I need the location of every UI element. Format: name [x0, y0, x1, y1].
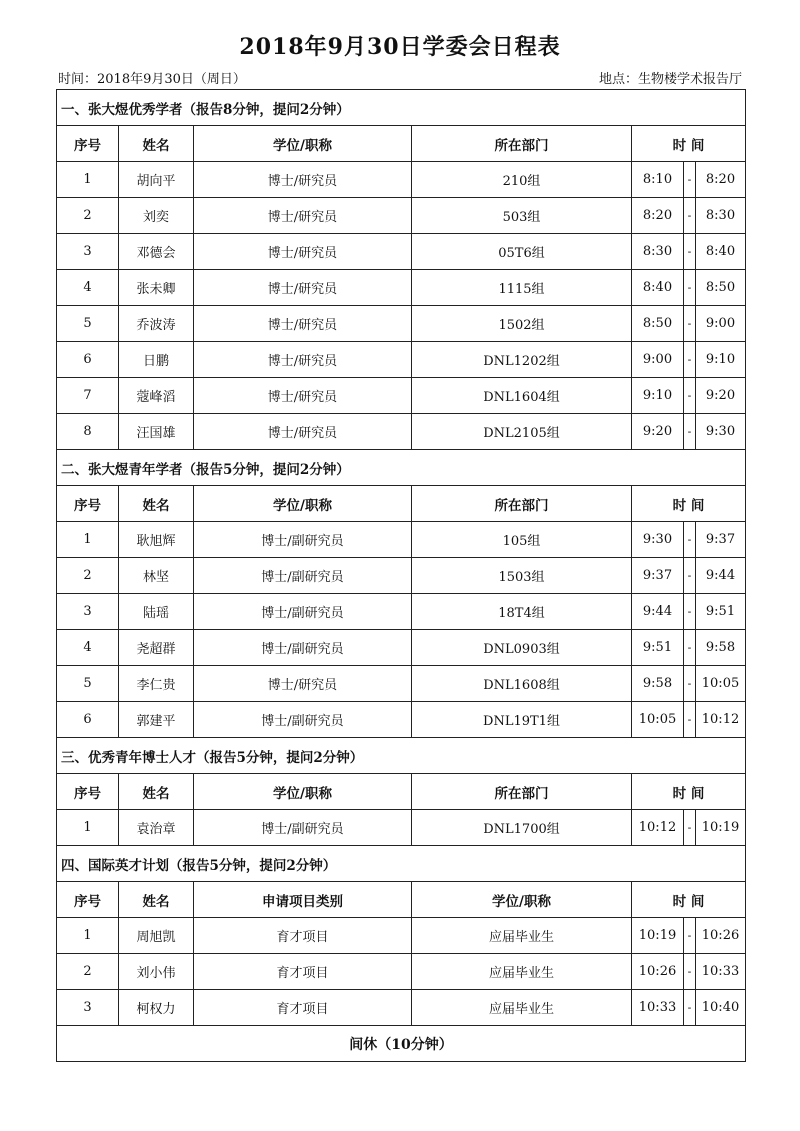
table-row — [57, 558, 746, 594]
row-number: 5 — [57, 666, 119, 702]
row-number: 3 — [57, 594, 119, 630]
row-col3: 博士/副研究员 — [194, 702, 412, 738]
row-name: 刘小伟 — [119, 954, 194, 990]
row-start-time: 8:50 — [632, 306, 684, 342]
row-col3: 博士/研究员 — [194, 270, 412, 306]
table-header-row — [57, 486, 746, 522]
row-number: 2 — [57, 954, 119, 990]
row-time-separator: - — [684, 378, 696, 414]
row-col3: 育才项目 — [194, 918, 412, 954]
row-col3: 育才项目 — [194, 954, 412, 990]
row-name: 刘奕 — [119, 198, 194, 234]
row-col3: 博士/研究员 — [194, 414, 412, 450]
row-time-separator: - — [684, 630, 696, 666]
row-start-time: 9:10 — [632, 378, 684, 414]
row-name: 陆瑶 — [119, 594, 194, 630]
table-row — [57, 522, 746, 558]
table-row — [57, 990, 746, 1026]
break-row — [57, 1026, 746, 1062]
section-heading-row — [57, 450, 746, 486]
row-col4: 应届毕业生 — [412, 918, 632, 954]
table-row — [57, 918, 746, 954]
row-col4: DNL1202组 — [412, 342, 632, 378]
row-name: 柯权力 — [119, 990, 194, 1026]
row-end-time: 10:40 — [696, 990, 746, 1026]
header-no: 序号 — [57, 486, 119, 522]
row-time-separator: - — [684, 702, 696, 738]
header-no: 序号 — [57, 774, 119, 810]
header-name: 姓名 — [119, 126, 194, 162]
row-col3: 博士/副研究员 — [194, 558, 412, 594]
row-number: 6 — [57, 342, 119, 378]
row-start-time: 9:58 — [632, 666, 684, 702]
row-col4: DNL0903组 — [412, 630, 632, 666]
row-end-time: 8:30 — [696, 198, 746, 234]
section-heading-row — [57, 846, 746, 882]
row-col4: 1115组 — [412, 270, 632, 306]
row-end-time: 8:20 — [696, 162, 746, 198]
row-name: 耿旭辉 — [119, 522, 194, 558]
row-end-time: 10:33 — [696, 954, 746, 990]
row-number: 3 — [57, 990, 119, 1026]
row-name: 蔻峰滔 — [119, 378, 194, 414]
row-name: 日鹏 — [119, 342, 194, 378]
header-col3: 学位/职称 — [194, 126, 412, 162]
row-time-separator: - — [684, 270, 696, 306]
table-row — [57, 198, 746, 234]
header-col3: 申请项目类别 — [194, 882, 412, 918]
row-col3: 博士/研究员 — [194, 666, 412, 702]
row-number: 6 — [57, 702, 119, 738]
page-title: 2018年9月30日学委会日程表 — [239, 34, 561, 60]
row-name: 汪国雄 — [119, 414, 194, 450]
row-col3: 博士/研究员 — [194, 342, 412, 378]
row-time-separator: - — [684, 306, 696, 342]
row-col4: 210组 — [412, 162, 632, 198]
row-number: 1 — [57, 918, 119, 954]
row-time-separator: - — [684, 522, 696, 558]
section-heading: 四、国际英才计划（报告5分钟，提问2分钟） — [57, 846, 746, 882]
row-end-time: 9:51 — [696, 594, 746, 630]
row-time-separator: - — [684, 162, 696, 198]
schedule-table — [56, 89, 746, 1062]
row-number: 7 — [57, 378, 119, 414]
section-heading: 三、优秀青年博士人才（报告5分钟，提问2分钟） — [57, 738, 746, 774]
row-name: 尧超群 — [119, 630, 194, 666]
row-col4: DNL2105组 — [412, 414, 632, 450]
row-name: 袁治章 — [119, 810, 194, 846]
row-end-time: 8:50 — [696, 270, 746, 306]
row-end-time: 10:05 — [696, 666, 746, 702]
row-number: 1 — [57, 522, 119, 558]
header-col3: 学位/职称 — [194, 486, 412, 522]
table-row — [57, 810, 746, 846]
section-heading-row — [57, 90, 746, 126]
row-name: 邓德会 — [119, 234, 194, 270]
row-col4: 1502组 — [412, 306, 632, 342]
table-header-row — [57, 882, 746, 918]
time-label: 时间：2018年9月30日（周日） — [58, 72, 246, 87]
header-time: 时 间 — [632, 126, 746, 162]
row-time-separator: - — [684, 342, 696, 378]
row-start-time: 9:51 — [632, 630, 684, 666]
row-col3: 育才项目 — [194, 990, 412, 1026]
row-col3: 博士/副研究员 — [194, 594, 412, 630]
header-no: 序号 — [57, 126, 119, 162]
row-start-time: 9:20 — [632, 414, 684, 450]
row-number: 3 — [57, 234, 119, 270]
row-end-time: 9:44 — [696, 558, 746, 594]
section-heading: 一、张大煜优秀学者（报告8分钟，提问2分钟） — [57, 90, 746, 126]
row-number: 4 — [57, 630, 119, 666]
header-name: 姓名 — [119, 774, 194, 810]
table-row — [57, 378, 746, 414]
table-header-row — [57, 126, 746, 162]
row-number: 4 — [57, 270, 119, 306]
row-time-separator: - — [684, 558, 696, 594]
row-col4: 应届毕业生 — [412, 990, 632, 1026]
row-end-time: 9:58 — [696, 630, 746, 666]
row-start-time: 10:26 — [632, 954, 684, 990]
table-row — [57, 414, 746, 450]
row-name: 林坚 — [119, 558, 194, 594]
row-name: 乔波涛 — [119, 306, 194, 342]
row-col4: DNL1700组 — [412, 810, 632, 846]
row-col4: 1503组 — [412, 558, 632, 594]
header-col4: 所在部门 — [412, 126, 632, 162]
row-start-time: 9:00 — [632, 342, 684, 378]
row-col3: 博士/研究员 — [194, 162, 412, 198]
row-col3: 博士/研究员 — [194, 198, 412, 234]
row-start-time: 9:44 — [632, 594, 684, 630]
row-col3: 博士/研究员 — [194, 378, 412, 414]
table-row — [57, 594, 746, 630]
row-name: 李仁贵 — [119, 666, 194, 702]
table-row — [57, 666, 746, 702]
header-time: 时 间 — [632, 486, 746, 522]
row-col4: DNL1608组 — [412, 666, 632, 702]
row-col3: 博士/副研究员 — [194, 630, 412, 666]
row-number: 8 — [57, 414, 119, 450]
row-col4: 503组 — [412, 198, 632, 234]
row-time-separator: - — [684, 666, 696, 702]
row-end-time: 10:26 — [696, 918, 746, 954]
table-row — [57, 306, 746, 342]
row-time-separator: - — [684, 198, 696, 234]
row-col3: 博士/副研究员 — [194, 522, 412, 558]
row-end-time: 9:10 — [696, 342, 746, 378]
row-col4: DNL19T1组 — [412, 702, 632, 738]
table-header-row — [57, 774, 746, 810]
row-time-separator: - — [684, 234, 696, 270]
row-time-separator: - — [684, 414, 696, 450]
break-label: 间休（10分钟） — [57, 1026, 746, 1062]
row-name: 张未卿 — [119, 270, 194, 306]
row-end-time: 8:40 — [696, 234, 746, 270]
row-end-time: 10:19 — [696, 810, 746, 846]
location-label: 地点：生物楼学术报告厅 — [598, 72, 742, 87]
section-heading: 二、张大煜青年学者（报告5分钟，提问2分钟） — [57, 450, 746, 486]
row-start-time: 9:37 — [632, 558, 684, 594]
row-time-separator: - — [684, 954, 696, 990]
section-heading-row — [57, 738, 746, 774]
table-row — [57, 234, 746, 270]
row-name: 胡向平 — [119, 162, 194, 198]
row-col3: 博士/研究员 — [194, 234, 412, 270]
row-col4: 105组 — [412, 522, 632, 558]
header-name: 姓名 — [119, 882, 194, 918]
row-end-time: 9:30 — [696, 414, 746, 450]
header-col4: 所在部门 — [412, 774, 632, 810]
row-start-time: 8:30 — [632, 234, 684, 270]
header-name: 姓名 — [119, 486, 194, 522]
table-row — [57, 270, 746, 306]
row-time-separator: - — [684, 990, 696, 1026]
header-time: 时 间 — [632, 774, 746, 810]
row-time-separator: - — [684, 810, 696, 846]
row-start-time: 10:12 — [632, 810, 684, 846]
row-number: 5 — [57, 306, 119, 342]
header-col4: 学位/职称 — [412, 882, 632, 918]
row-number: 2 — [57, 198, 119, 234]
table-row — [57, 702, 746, 738]
row-end-time: 9:37 — [696, 522, 746, 558]
header-time: 时 间 — [632, 882, 746, 918]
row-start-time: 8:40 — [632, 270, 684, 306]
row-number: 2 — [57, 558, 119, 594]
row-start-time: 8:20 — [632, 198, 684, 234]
row-time-separator: - — [684, 594, 696, 630]
row-start-time: 9:30 — [632, 522, 684, 558]
row-col3: 博士/副研究员 — [194, 810, 412, 846]
row-end-time: 9:00 — [696, 306, 746, 342]
row-col3: 博士/研究员 — [194, 306, 412, 342]
table-row — [57, 342, 746, 378]
row-start-time: 10:19 — [632, 918, 684, 954]
row-col4: 应届毕业生 — [412, 954, 632, 990]
row-end-time: 10:12 — [696, 702, 746, 738]
row-col4: 18T4组 — [412, 594, 632, 630]
header-no: 序号 — [57, 882, 119, 918]
row-start-time: 10:33 — [632, 990, 684, 1026]
row-number: 1 — [57, 810, 119, 846]
table-row — [57, 162, 746, 198]
table-row — [57, 954, 746, 990]
row-col4: 05T6组 — [412, 234, 632, 270]
row-start-time: 10:05 — [632, 702, 684, 738]
header-col4: 所在部门 — [412, 486, 632, 522]
row-end-time: 9:20 — [696, 378, 746, 414]
row-name: 周旭凯 — [119, 918, 194, 954]
table-row — [57, 630, 746, 666]
row-col4: DNL1604组 — [412, 378, 632, 414]
row-number: 1 — [57, 162, 119, 198]
header-col3: 学位/职称 — [194, 774, 412, 810]
row-name: 郭建平 — [119, 702, 194, 738]
row-start-time: 8:10 — [632, 162, 684, 198]
row-time-separator: - — [684, 918, 696, 954]
